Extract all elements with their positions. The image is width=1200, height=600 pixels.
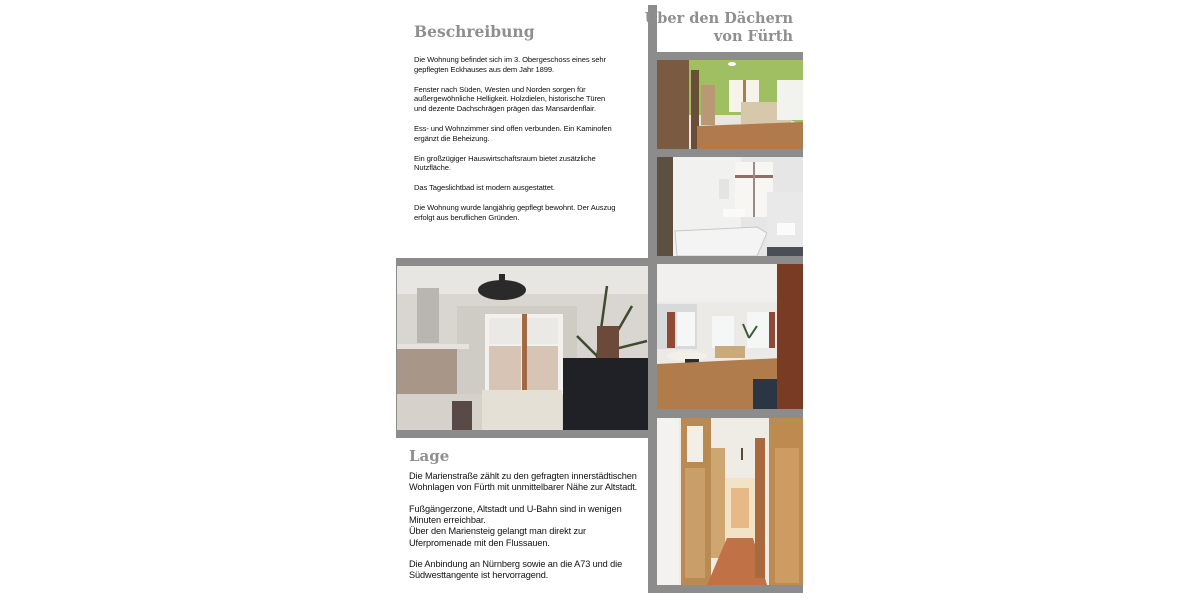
paragraph: Die Anbindung an Nürnberg sowie an die A73 und die Südwesttangente ist hervorragend. xyxy=(409,559,623,581)
paragraph: Ein großzügiger Hauswirtschaftsraum bietet zusätzliche Nutzfläche. xyxy=(414,153,596,173)
vertical-divider xyxy=(648,5,657,593)
bathroom-image xyxy=(657,157,803,256)
lage-section xyxy=(396,438,648,600)
lage-heading: Lage xyxy=(409,447,450,465)
page-title: Über den Dächern von Fürth xyxy=(644,10,793,45)
lage-text xyxy=(409,471,645,592)
beschreibung-section xyxy=(396,0,648,258)
kitchen-image xyxy=(397,266,648,430)
living-room-photo xyxy=(657,264,803,409)
paragraph: Die Marienstraße zählt zu den gefragten innerstädtischen Wohnlagen von Fürth mit unmittelbarer Nähe zur Altstadt. xyxy=(409,471,638,493)
beschreibung-text xyxy=(414,55,646,233)
paragraph: Das Tageslichtbad ist modern ausgestattet. xyxy=(414,183,555,193)
paragraph: Ess- und Wohnzimmer sind offen verbunden. Ein Kaminofen ergänzt die Beheizung. xyxy=(414,123,612,143)
hallway-photo xyxy=(657,418,803,585)
paragraph: Die Wohnung wurde langjährig gepflegt bewohnt. Der Auszug erfolgt aus beruflichen Gründen. xyxy=(414,202,616,222)
beschreibung-heading: Beschreibung xyxy=(414,22,535,41)
hallway-image xyxy=(657,418,803,585)
living-room-image xyxy=(657,264,803,409)
paragraph: Die Wohnung befindet sich im 3. Obergeschoss eines sehr gepflegten Eckhauses aus dem Jahr 1899. xyxy=(414,55,606,74)
right-title-block xyxy=(644,5,803,52)
paragraph: Fußgängerzone, Altstadt und U-Bahn sind in wenigen Minuten erreichbar. Über den Mariensteig gelangt man direkt zur Uferpromenade mit den Flussauen. xyxy=(409,503,622,548)
paragraph: Fenster nach Süden, Westen und Norden sorgen für außergewöhnliche Helligkeit. Holzdielen, historische Türen und dezente Dachschrägen prägen das Mansardenflair. xyxy=(414,84,606,114)
bathroom-photo xyxy=(657,157,803,256)
kitchen-photo xyxy=(397,266,648,430)
bedroom-image xyxy=(657,60,803,149)
bedroom-photo xyxy=(657,60,803,149)
